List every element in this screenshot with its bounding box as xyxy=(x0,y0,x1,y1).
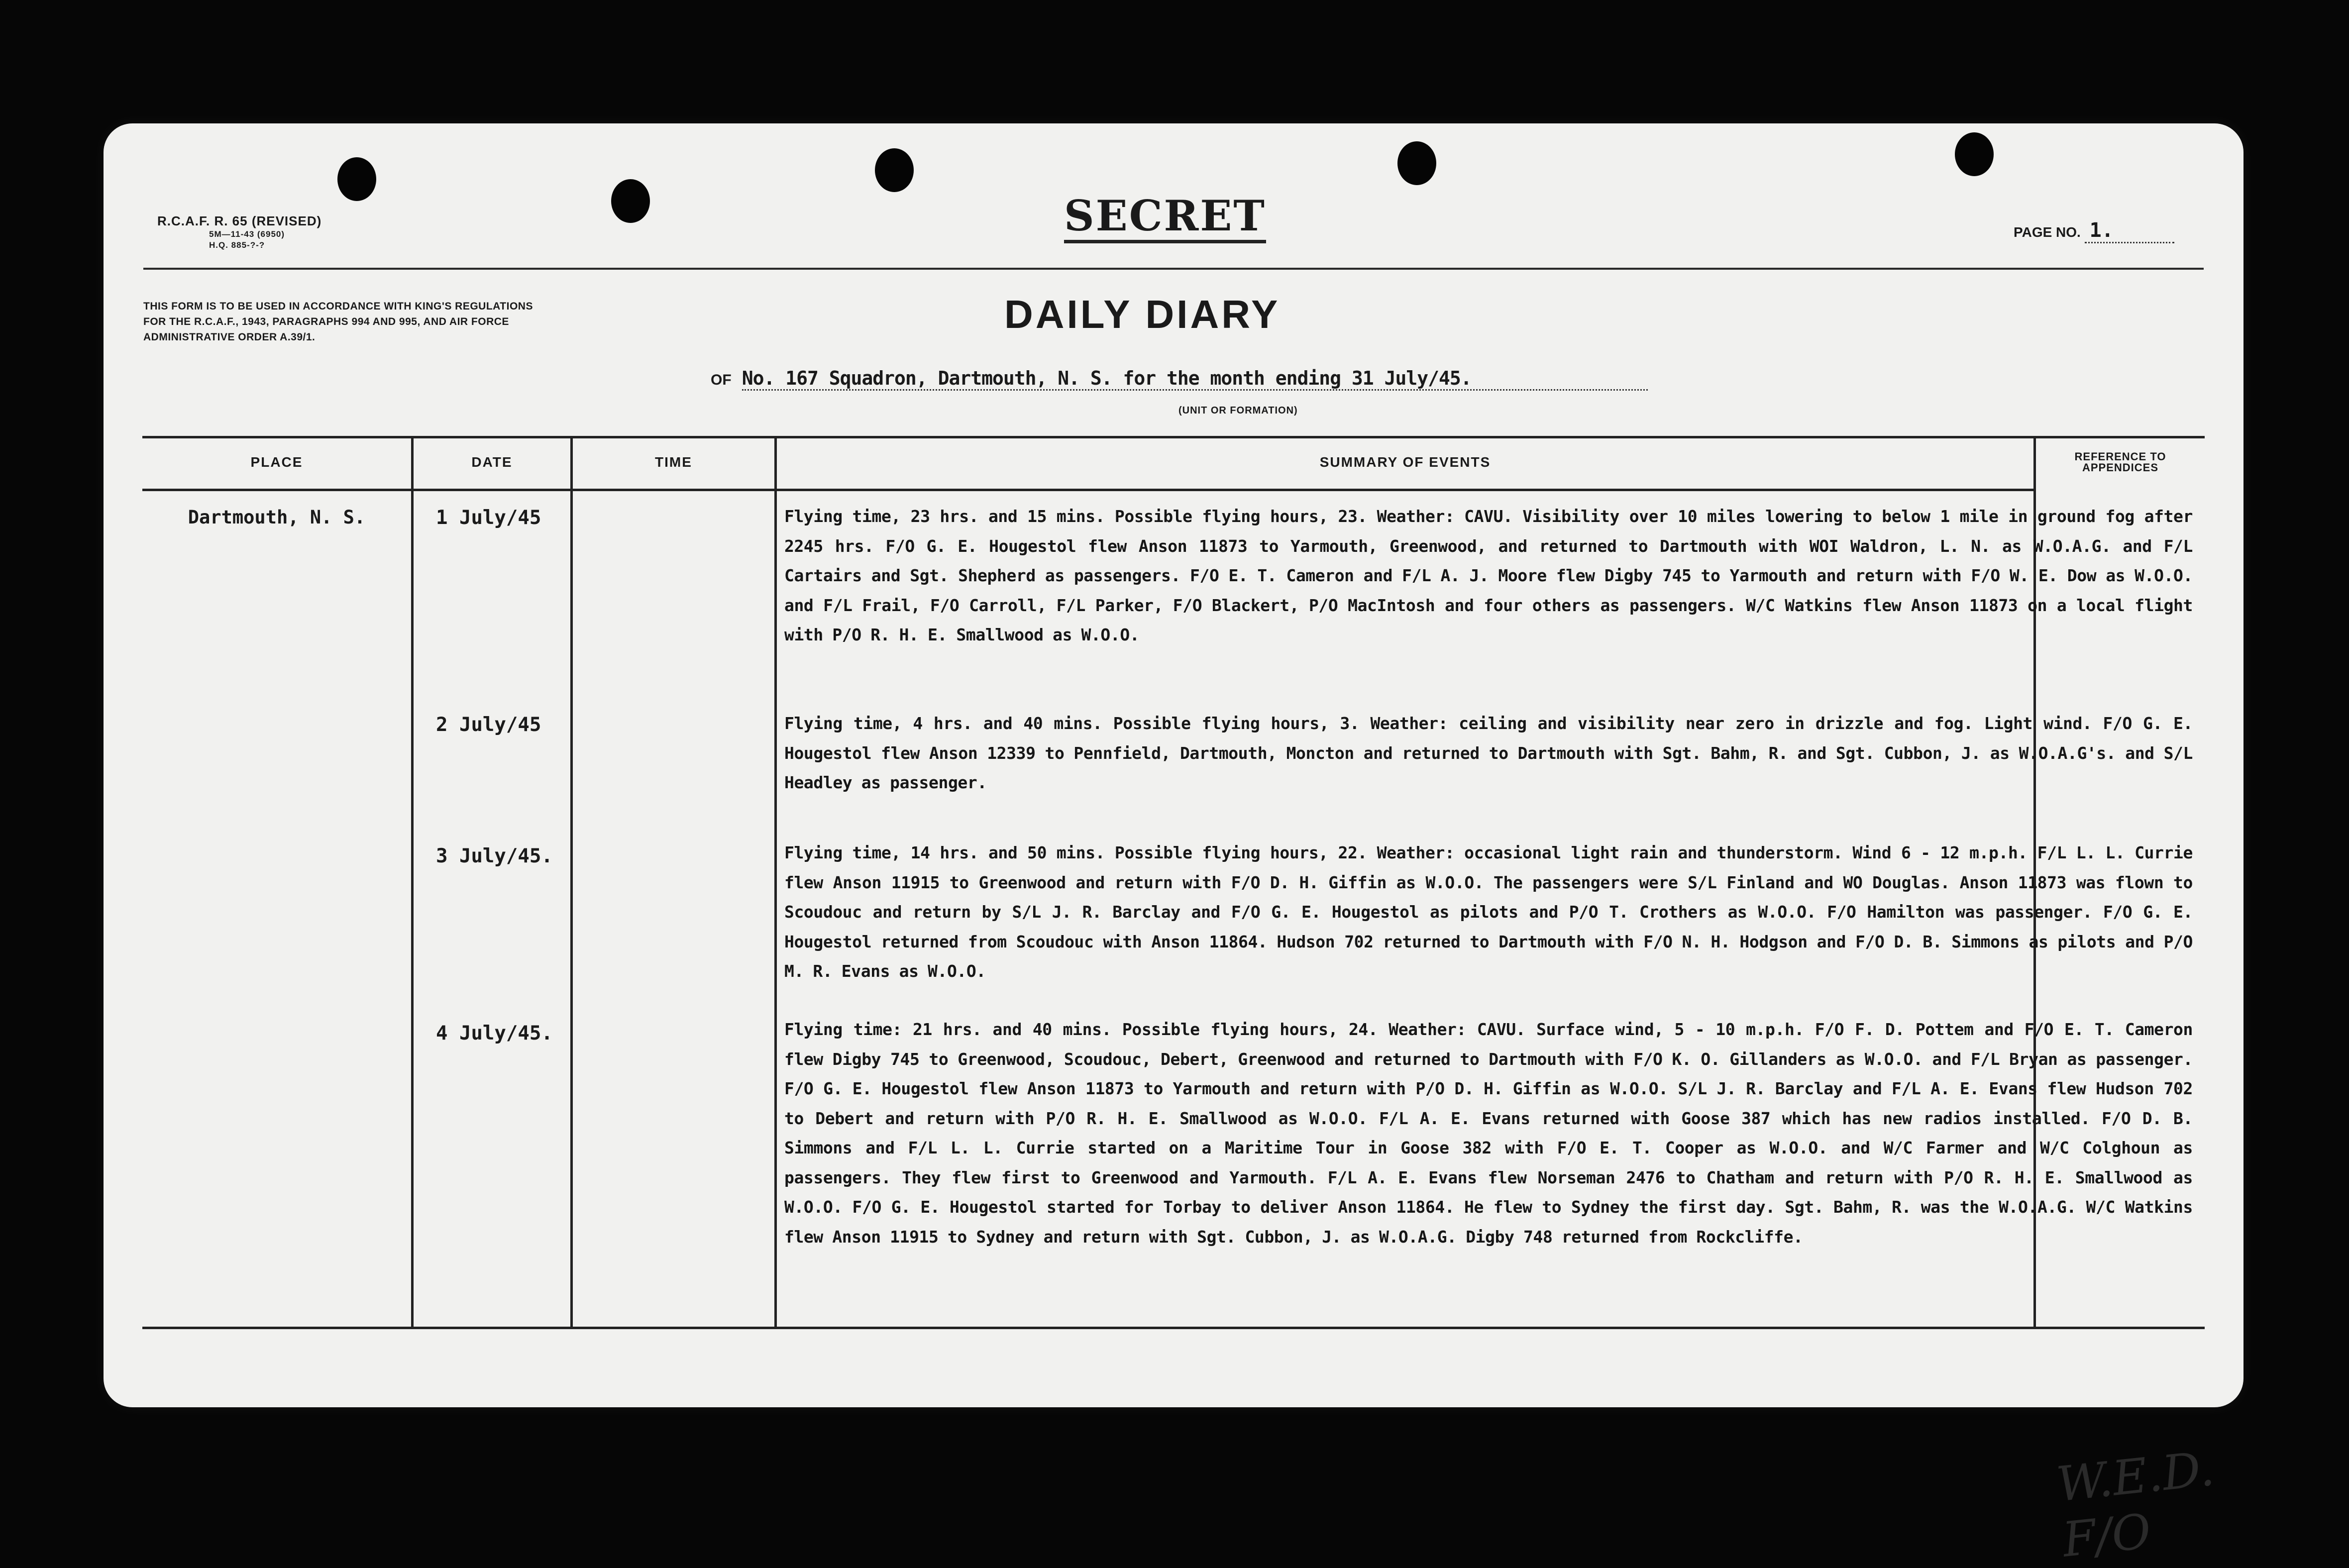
column-divider xyxy=(411,436,414,1327)
column-divider xyxy=(774,436,777,1327)
entry-date: 3 July/45. xyxy=(436,845,553,867)
column-divider xyxy=(570,436,573,1327)
column-header-place: PLACE xyxy=(250,454,303,470)
diary-sheet xyxy=(104,123,2243,1568)
regulations-note: THIS FORM IS TO BE USED IN ACCORDANCE WITH KING'S REGULATIONS FOR THE R.C.A.F., 1943, PARAGRAPHS 994 AND 995, AND AIR FORCE ADMINISTRATIVE ORDER A.39/1. xyxy=(143,301,533,343)
header-divider xyxy=(143,268,2204,270)
column-header-date: DATE xyxy=(471,454,513,470)
header-bottom-rule xyxy=(142,489,2033,491)
form-identifier xyxy=(157,213,321,251)
column-header-summary: SUMMARY OF EVENTS xyxy=(1319,454,1491,470)
page-number-label: PAGE NO. xyxy=(2014,224,2081,240)
page-number-value: 1. xyxy=(2085,219,2174,243)
punch-hole xyxy=(1397,141,1436,185)
unit-formation: No. 167 Squadron, Dartmouth, N. S. for the month ending 31 July/45. xyxy=(742,367,1648,391)
punch-hole xyxy=(1955,132,1994,176)
entry-summary: Flying time, 23 hrs. and 15 mins. Possible flying hours, 23. Weather: CAVU. Visibility over 10 miles lowering to below 1 mile in ground fog after 2245 hrs. F/O G. E. Hougestol flew Anson 11873 to Yarmouth, Greenwood, and returned to Dartmouth with WOI Waldron, L. N. as W.O.A.G. and F/L Cartairs and Sgt. Shepherd as passengers. F/O E. T. Cameron and F/L A. J. Moore flew Digby 745 to Yarmouth and return with F/O W. E. Dow as W.O.O. and F/L Frail, F/O Carroll, F/L Parker, F/O Blackert, P/O MacIntosh and four others as passengers. W/C Watkins flew Anson 11873 on a local flight with P/O R. H. E. Smallwood as W.O.O. xyxy=(784,507,2193,644)
column-header-time: TIME xyxy=(655,454,692,470)
page-number xyxy=(2014,219,2174,243)
punch-hole xyxy=(875,148,914,192)
of-label: OF xyxy=(711,372,732,388)
column-header-reference: REFERENCE TO APPENDICES xyxy=(2074,450,2166,474)
diary-table xyxy=(142,436,2205,1329)
unit-line xyxy=(711,367,1648,391)
place-cell: Dartmouth, N. S. xyxy=(188,507,366,528)
classification-stamp: SECRET xyxy=(1064,193,1266,243)
entry-summary: Flying time, 14 hrs. and 50 mins. Possible flying hours, 22. Weather: occasional light rain and thunderstorm. Wind 6 - 12 m.p.h. F/L L. L. Currie flew Anson 11915 to Greenwood and return with F/O D. H. Giffin as W.O.O. The passengers were S/L Finland and WO Douglas. Anson 11873 was flown to Scoudouc and return by S/L J. R. Barclay and F/O G. E. Hougestol as pilots and P/O T. Crothers as W.O.O. F/O Hamilton was passenger. F/O G. E. Hougestol returned from Scoudouc with Anson 11864. Hudson 702 returned to Dartmouth with F/O N. H. Hodgson and F/O D. B. Simmons as pilots and P/O M. R. Evans as W.O.O. xyxy=(784,843,2193,981)
punch-hole xyxy=(337,157,376,201)
table-bottom-rule xyxy=(142,1327,2205,1329)
entry-summary: Flying time: 21 hrs. and 40 mins. Possible flying hours, 24. Weather: CAVU. Surface wind, 5 - 10 m.p.h. F/O F. D. Pottem and F/O E. T. Cameron flew Digby 745 to Greenwood, Scoudouc, Debert, Greenwood and returned to Dartmouth with F/O K. O. Gillanders as W.O.O. and F/L Bryan as passenger. F/O G. E. Hougestol flew Anson 11873 to Yarmouth and return with P/O D. H. Giffin as W.O.O. S/L J. R. Barclay and F/L A. E. Evans flew Hudson 702 to Debert and return with P/O R. H. E. Smallwood as W.O.O. F/L A. E. Evans returned with Goose 387 which has new radios installed. F/O D. B. Simmons and F/L L. L. Currie started on a Maritime Tour in Goose 382 with F/O E. T. Cooper as W.O.O. and W/C Farmer and W/C Colghoun as passengers. They flew first to Greenwood and Yarmouth. F/L A. E. Evans flew Norseman 2476 to Chatham and return with P/O R. H. E. Smallwood as W.O.O. F/O G. E. Hougestol started for Torbay to deliver Anson 11864. He flew to Sydney the first day. Sgt. Bahm, R. was the W.O.A.G. W/C Watkins flew Anson 11915 to Sydney and return with Sgt. Cubbon, J. as W.O.A.G. Digby 748 returned from Rockcliffe. xyxy=(784,1020,2193,1247)
form-number: R.C.A.F. R. 65 (REVISED) xyxy=(157,213,322,228)
page-title: DAILY DIARY xyxy=(1004,292,1281,336)
punch-hole xyxy=(611,179,650,223)
print-code: 5M—11-43 (6950) xyxy=(209,229,285,239)
hq-code: H.Q. 885-?-? xyxy=(209,240,265,250)
unit-formation-label: (UNIT OR FORMATION) xyxy=(1178,405,1298,416)
entry-date: 1 July/45 xyxy=(436,507,541,529)
entry-date: 2 July/45 xyxy=(436,714,541,736)
officer-signature: W.E.D. F/O xyxy=(2054,1440,2217,1568)
entry-summary: Flying time, 4 hrs. and 40 mins. Possible flying hours, 3. Weather: ceiling and visibility near zero in drizzle and fog. Light wind. F/O G. E. Hougestol flew Anson 12339 to Pennfield, Dartmouth, Moncton and returned to Dartmouth with Sgt. Bahm, R. and Sgt. Cubbon, J. as W.O.A.G's. and S/L Headley as passenger. xyxy=(784,714,2193,792)
entry-date: 4 July/45. xyxy=(436,1022,553,1045)
